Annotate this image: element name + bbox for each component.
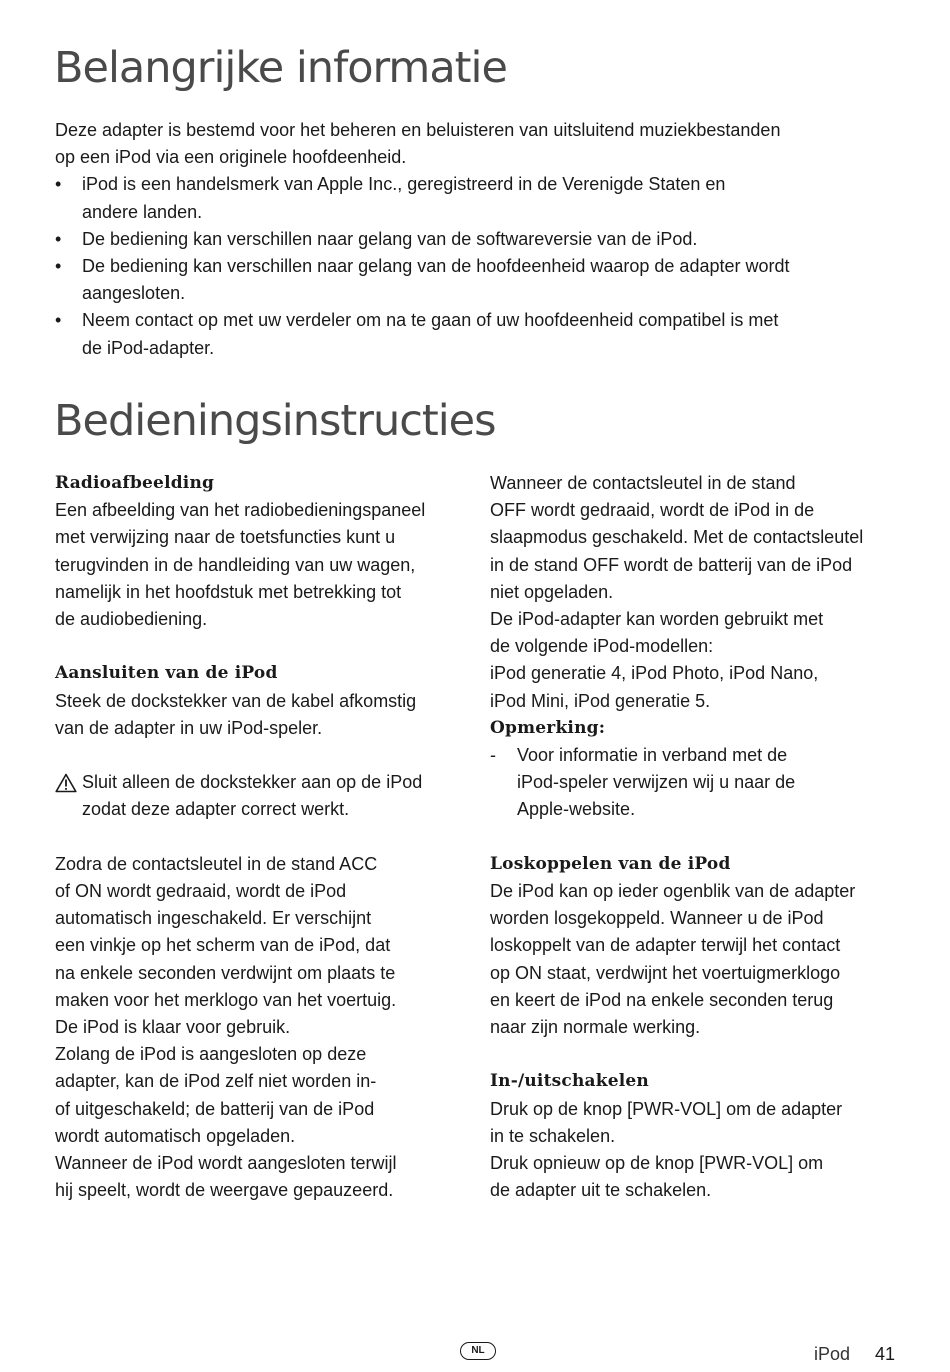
footer-section-label: iPod xyxy=(814,1344,851,1364)
note-heading: Opmerking: xyxy=(490,717,606,738)
text-line: de volgende iPod-modellen: xyxy=(490,636,714,657)
acc-paragraph xyxy=(55,851,465,1041)
text-line: een vinkje op het scherm van de iPod, dat xyxy=(55,935,391,956)
pause-paragraph xyxy=(55,1150,465,1204)
warning-triangle-icon xyxy=(55,773,77,793)
power-block xyxy=(490,1068,910,1204)
bullet-item xyxy=(55,171,875,225)
text-line: worden losgekoppeld. Wanneer u de iPod xyxy=(490,908,824,929)
note-text xyxy=(517,742,910,824)
power-heading: In-/uitschakelen xyxy=(490,1071,649,1092)
text-line: en keert de iPod na enkele seconden terug xyxy=(490,989,834,1010)
text-line: De iPod kan op ieder ogenblik van de adapter xyxy=(490,881,856,902)
text-line: namelijk in het hoofdstuk met betrekking tot xyxy=(55,581,402,602)
left-column xyxy=(55,470,465,1204)
connect-text xyxy=(55,688,465,742)
power-text xyxy=(490,1096,910,1205)
text-line: of uitgeschakeld; de batterij van de iPod xyxy=(55,1098,375,1119)
text-line: Sluit alleen de dockstekker aan op de iPod xyxy=(82,772,423,793)
warning-text xyxy=(82,769,465,823)
text-line: of ON wordt gedraaid, wordt de iPod xyxy=(55,881,347,901)
text-line: niet opgeladen. xyxy=(490,581,614,602)
disconnect-text xyxy=(490,878,910,1041)
radio-block xyxy=(55,470,465,633)
dash-marker: - xyxy=(490,745,496,766)
text-line: Steek de dockstekker van de kabel afkomstig xyxy=(55,690,417,711)
text-line: iPod generatie 4, iPod Photo, iPod Nano, xyxy=(490,663,819,684)
bullet-item xyxy=(55,307,875,361)
text-line: slaapmodus geschakeld. Met de contactsleutel xyxy=(490,527,864,548)
text-line: in de stand OFF wordt de batterij van de iPod xyxy=(490,554,853,575)
bullet-line: de iPod-adapter. xyxy=(82,337,215,358)
text-line: wordt automatisch opgeladen. xyxy=(55,1125,296,1146)
right-column xyxy=(490,470,910,1204)
bullet-line: aangesloten. xyxy=(82,283,186,304)
text-line: zodat deze adapter correct werkt. xyxy=(82,799,350,820)
language-badge: NL xyxy=(460,1342,496,1360)
info-bullet-list xyxy=(55,171,875,361)
text-line: De iPod is klaar voor gebruik. xyxy=(55,1017,291,1038)
page-number: 41 xyxy=(875,1344,896,1364)
bullet-line: De bediening kan verschillen naar gelang van de hoofdeenheid waarop de adapter wordt xyxy=(82,256,790,277)
warning-note xyxy=(55,769,465,823)
bullet-line: andere landen. xyxy=(82,201,203,222)
radio-heading: Radioafbeelding xyxy=(55,473,215,493)
text-line: Een afbeelding van het radiobedieningspaneel xyxy=(55,500,426,521)
charge-paragraph xyxy=(55,1041,465,1150)
note-block xyxy=(490,715,910,824)
text-line: iPod Mini, iPod generatie 5. xyxy=(490,690,711,711)
intro-line: op een iPod via een originele hoofdeenheid. xyxy=(55,147,407,168)
text-line: De iPod-adapter kan worden gebruikt met xyxy=(490,609,824,630)
text-line: de adapter uit te schakelen. xyxy=(490,1180,712,1201)
bullet-item xyxy=(55,253,875,307)
text-line: Voor informatie in verband met de xyxy=(517,745,788,766)
text-line: terugvinden in de handleiding van uw wagen, xyxy=(55,554,416,575)
models-paragraph xyxy=(490,606,910,715)
text-line: in te schakelen. xyxy=(490,1125,616,1146)
text-line: na enkele seconden verdwijnt om plaats te xyxy=(55,962,396,983)
intro-paragraph xyxy=(55,117,875,171)
text-line: loskoppelt van de adapter terwijl het contact xyxy=(490,935,841,956)
text-line: automatisch ingeschakeld. Er verschijnt xyxy=(55,908,372,929)
intro-line: Deze adapter is bestemd voor het beheren en beluisteren van uitsluitend muziekbestanden xyxy=(55,120,781,140)
text-line: op ON staat, verdwijnt het voertuigmerklogo xyxy=(490,962,841,983)
text-line: Wanneer de contactsleutel in de stand xyxy=(490,473,796,493)
off-paragraph xyxy=(490,470,910,606)
text-line: maken voor het merklogo van het voertuig. xyxy=(55,989,397,1010)
disconnect-heading: Loskoppelen van de iPod xyxy=(490,853,731,874)
text-line: met verwijzing naar de toetsfuncties kunt u xyxy=(55,527,396,548)
connect-heading: Aansluiten van de iPod xyxy=(55,663,278,684)
text-line: van de adapter in uw iPod-speler. xyxy=(55,717,323,738)
bullet-line: Neem contact op met uw verdeler om na te gaan of uw hoofdeenheid compatibel is met xyxy=(82,310,779,331)
text-line: Zolang de iPod is aangesloten op deze xyxy=(55,1044,367,1065)
text-line: OFF wordt gedraaid, wordt de iPod in de xyxy=(490,500,815,521)
text-line: adapter, kan de iPod zelf niet worden in- xyxy=(55,1071,377,1092)
text-line: Druk opnieuw op de knop [PWR-VOL] om xyxy=(490,1153,824,1174)
important-info-body xyxy=(55,117,875,362)
section-title-important-info: Belangrijke informatie xyxy=(54,43,507,93)
section-title-operating-instructions: Bedieningsinstructies xyxy=(54,396,496,446)
disconnect-block xyxy=(490,851,910,1041)
radio-text xyxy=(55,497,465,633)
text-line: iPod-speler verwijzen wij u naar de xyxy=(517,772,796,793)
text-line: hij speelt, wordt de weergave gepauzeerd. xyxy=(55,1180,394,1201)
bullet-line: De bediening kan verschillen naar gelang van de softwareversie van de iPod. xyxy=(82,228,698,249)
text-line: Wanneer de iPod wordt aangesloten terwijl xyxy=(55,1153,397,1174)
bullet-line: iPod is een handelsmerk van Apple Inc., geregistreerd in de Verenigde Staten en xyxy=(82,174,726,195)
bullet-item xyxy=(55,226,875,253)
text-line: naar zijn normale werking. xyxy=(490,1017,701,1038)
text-line: Druk op de knop [PWR-VOL] om de adapter xyxy=(490,1098,843,1119)
text-line: de audiobediening. xyxy=(55,609,208,630)
connect-block xyxy=(55,660,465,742)
text-line: Zodra de contactsleutel in de stand ACC xyxy=(55,853,378,874)
note-item xyxy=(490,742,910,824)
text-line: Apple-website. xyxy=(517,799,636,820)
